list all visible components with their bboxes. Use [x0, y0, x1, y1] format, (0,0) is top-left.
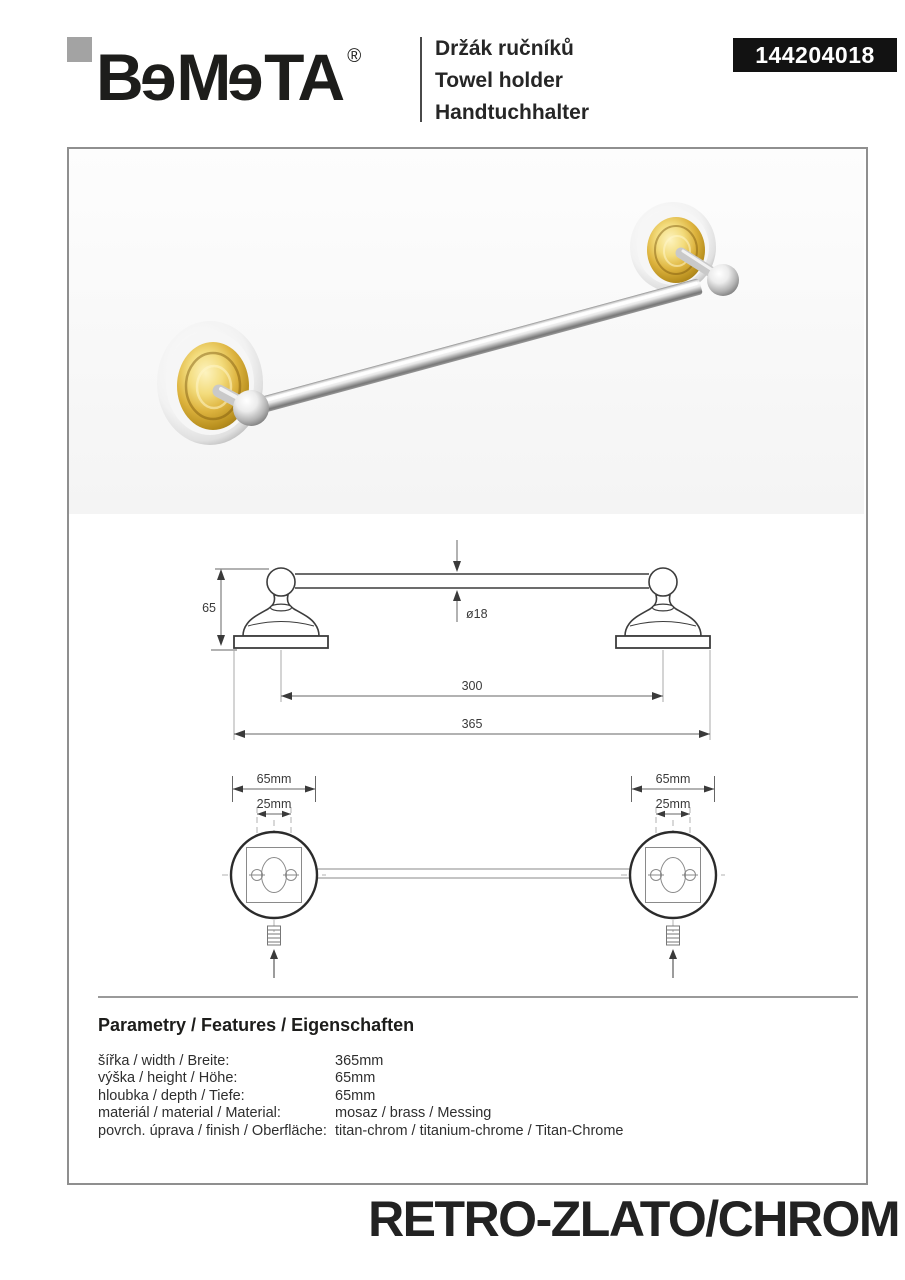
dim-hole-spacing-label-left: 25mm: [256, 797, 292, 811]
front-view-bar: [295, 574, 649, 588]
param-label: šířka / width / Breite:: [98, 1053, 230, 1069]
product-title-cs: Držák ručníků: [435, 37, 574, 60]
dim-arrow: [699, 730, 710, 738]
param-value: mosaz / brass / Messing: [335, 1105, 492, 1122]
param-label: materiál / material / Material:: [98, 1105, 281, 1122]
param-row-width: [98, 1053, 838, 1070]
param-label: hloubka / depth / Tiefe:: [98, 1087, 245, 1104]
dim-plate-width-label-right: 65mm: [655, 772, 691, 786]
mount-view-bar: [317, 869, 630, 878]
dim-arrow: [217, 635, 225, 646]
mount-view-drawing: [180, 760, 740, 990]
dim-arrow: [453, 561, 461, 572]
product-title-en: Towel holder: [435, 69, 563, 92]
param-row-height: [98, 1070, 838, 1087]
product-titles: [435, 33, 589, 129]
photo-left-rosette: [157, 321, 263, 445]
photo-right-ball-finial: [707, 264, 739, 296]
front-view-right-mount: [616, 568, 710, 648]
photo-left-ball-finial: [233, 390, 269, 426]
dim-arrow: [453, 590, 461, 601]
product-title-de: Handtuchhalter: [435, 101, 590, 124]
param-label: povrch. úprava / finish / Oberfläche:: [98, 1122, 327, 1139]
registered-trademark-mark: ®: [347, 46, 362, 67]
header-divider: [420, 37, 422, 122]
params-separator-line: [98, 996, 858, 998]
dim-plate-width-label-left: 65mm: [256, 772, 292, 786]
dim-arrow: [234, 730, 245, 738]
dim-arrow: [652, 692, 663, 700]
dim-arrow: [281, 692, 292, 700]
product-series-name: RETRO-ZLATO/CHROM: [368, 1191, 899, 1247]
param-value: 65mm: [335, 1087, 376, 1104]
front-view-drawing: [180, 525, 740, 755]
parameters-heading: Parametry / Features / Eigenschaften: [98, 1015, 415, 1035]
param-row-depth: [98, 1088, 838, 1105]
dim-diameter-label: ø18: [466, 607, 488, 621]
product-code-badge: 144204018: [733, 38, 897, 72]
brand-logo: [96, 24, 362, 114]
dim-hole-spacing-label-right: 25mm: [655, 797, 691, 811]
param-row-finish: [98, 1123, 838, 1140]
dim-span-label: 300: [461, 679, 483, 693]
dim-height-label: 65: [202, 601, 216, 615]
param-value: 365mm: [335, 1053, 384, 1069]
parameters-section: [98, 1015, 838, 1140]
dim-width-label: 365: [461, 717, 483, 731]
brand-logo-text: BeMeTA: [96, 40, 344, 114]
front-view-left-mount: [234, 568, 328, 648]
param-row-material: [98, 1105, 838, 1122]
product-photo: [69, 149, 864, 514]
param-label: výška / height / Höhe:: [98, 1070, 238, 1087]
brand-logo-square: [67, 37, 92, 62]
param-value: 65mm: [335, 1070, 376, 1087]
dim-span-extensions: [281, 650, 663, 702]
param-value: titan-chrom / titanium-chrome / Titan-Chrome: [335, 1122, 624, 1139]
dim-arrow: [217, 569, 225, 580]
